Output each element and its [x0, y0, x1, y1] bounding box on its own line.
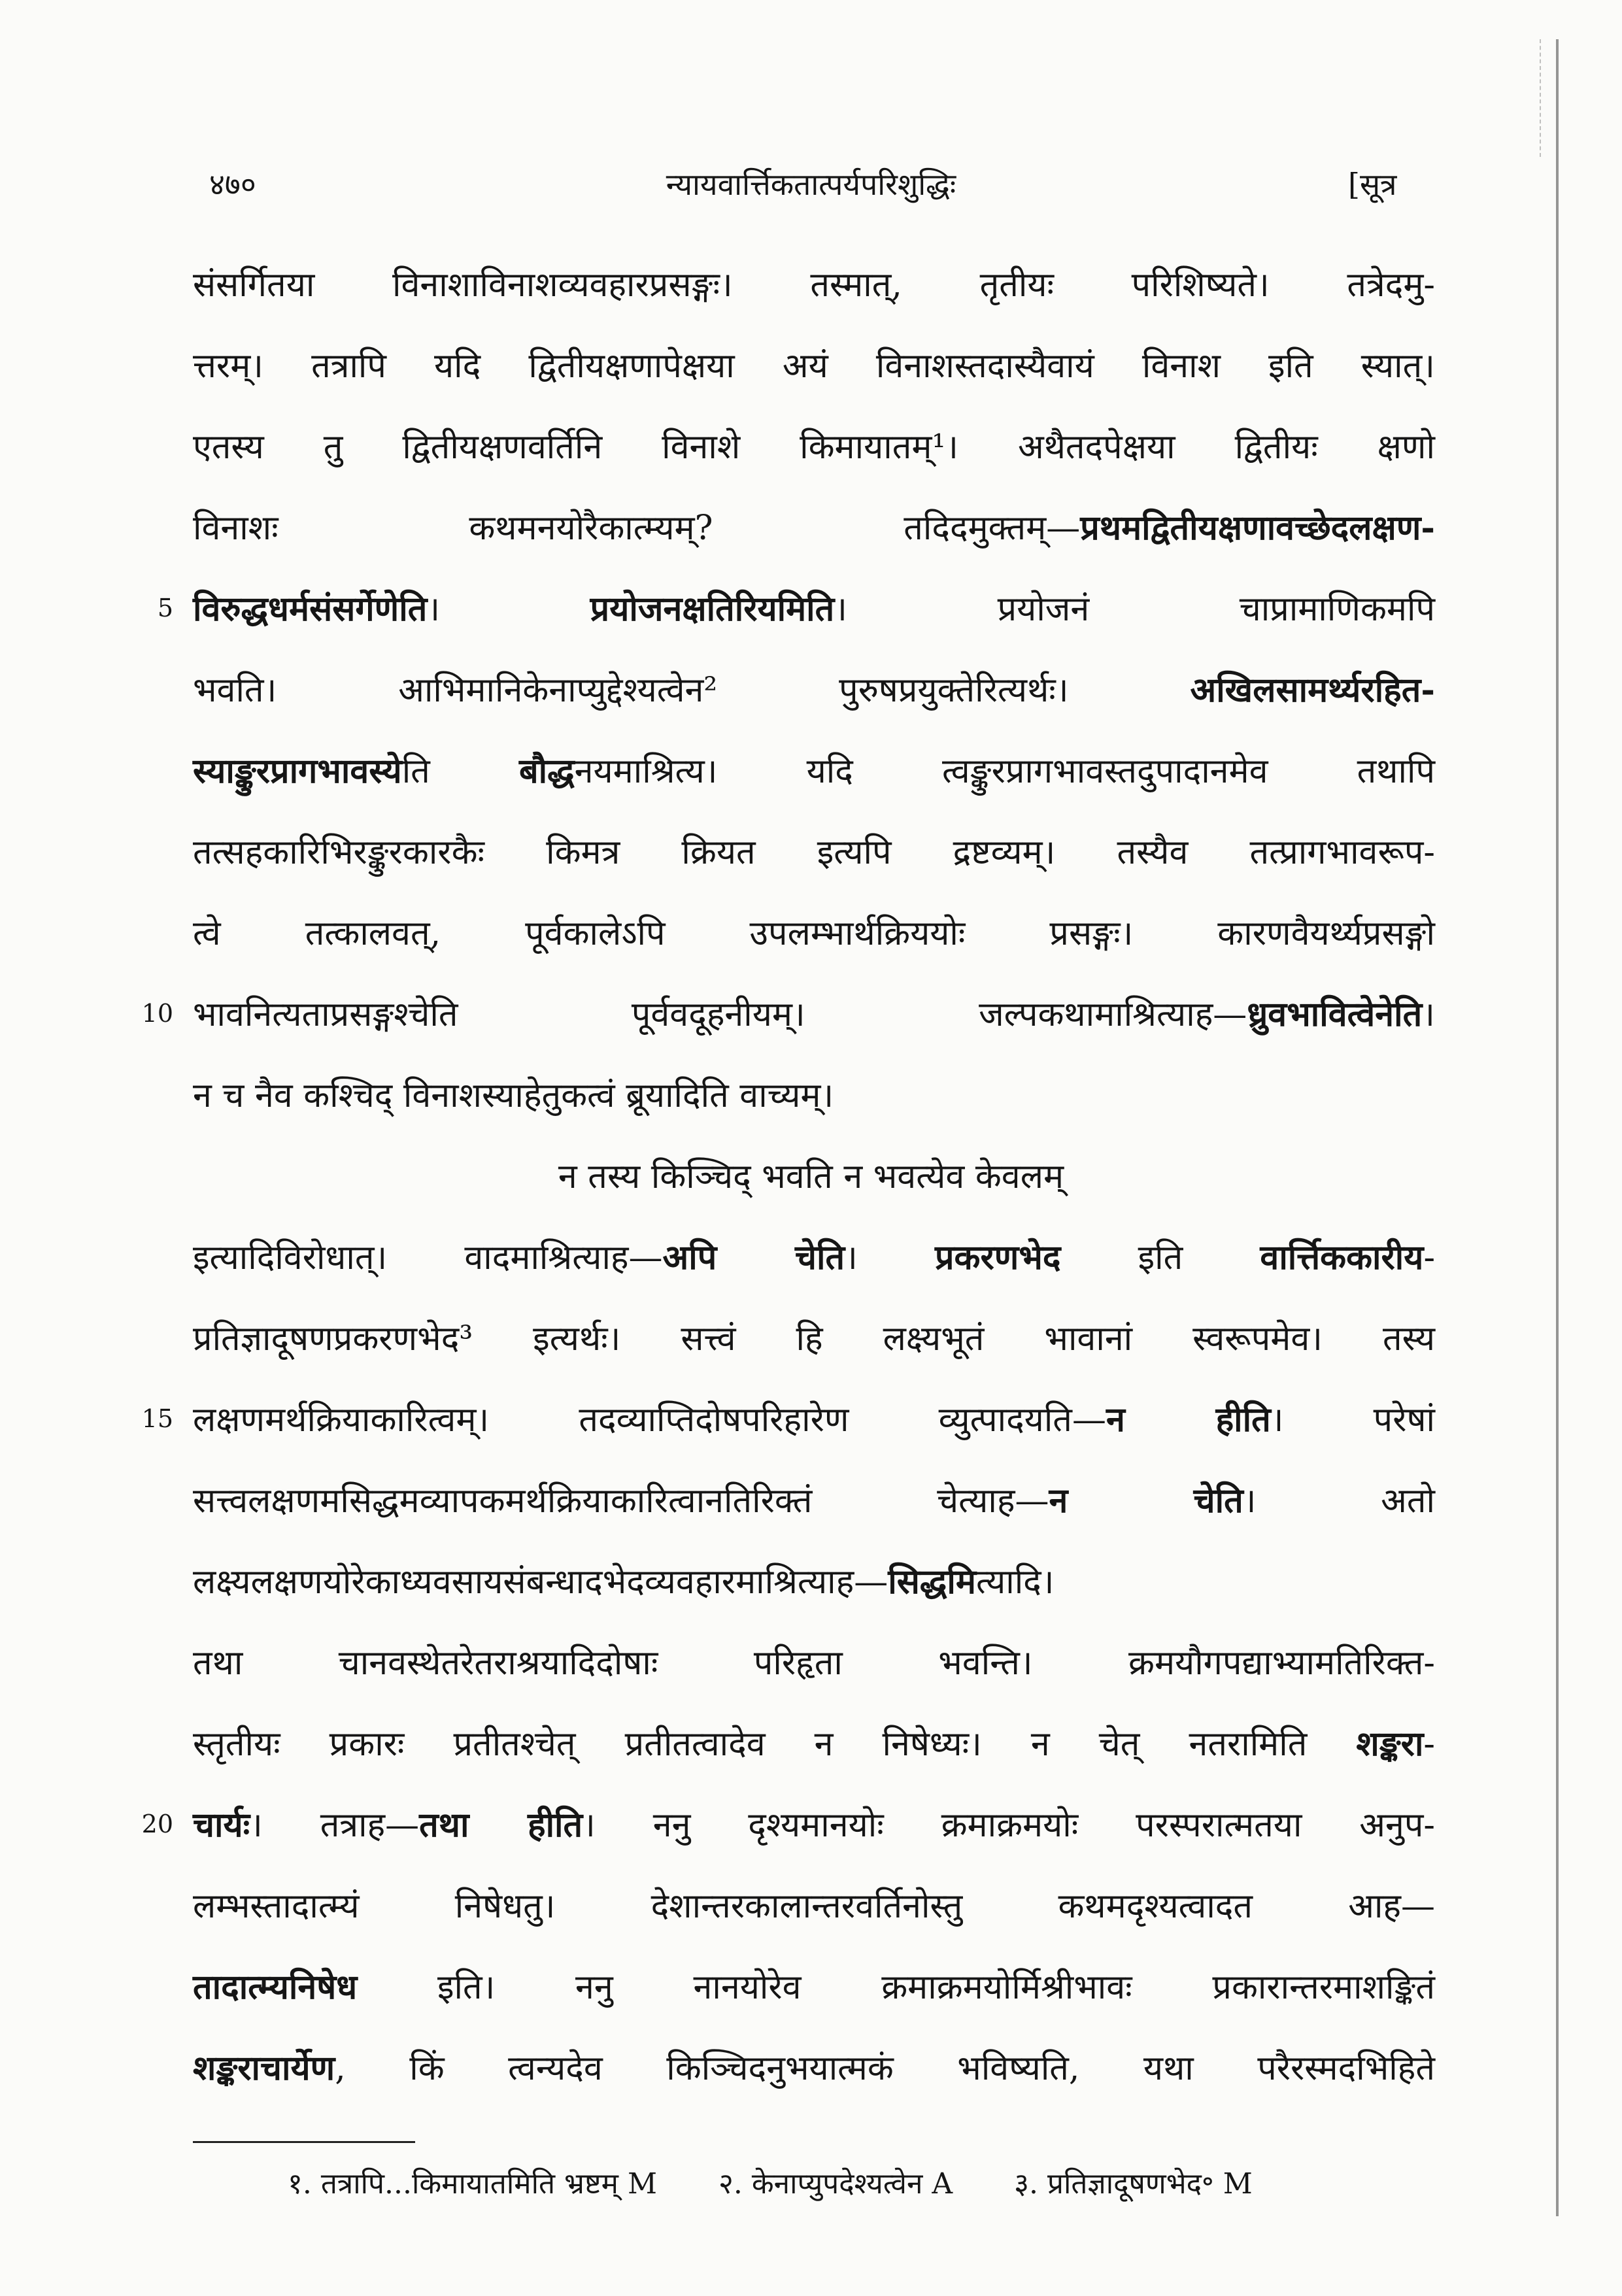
text-line: [193, 2045, 1435, 2092]
bold-lemma: वार्त्तिककारीय: [1260, 1238, 1424, 1277]
scan-edge-line: [1556, 39, 1559, 2216]
text-segment: न तस्य किञ्चिद् भवति न भवत्येव केवलम्: [558, 1157, 1064, 1196]
text-segment: ति: [401, 752, 519, 791]
text-segment: । परेषां: [1270, 1400, 1435, 1440]
text-segment: इति: [1060, 1238, 1260, 1277]
text-segment: -: [1423, 1725, 1435, 1764]
bold-lemma: स्याङ्कुरप्रागभावस्ये: [193, 751, 402, 791]
text-line: [193, 262, 1435, 309]
bold-lemma: ध्रुवभावित्वेनेति: [1247, 994, 1423, 1034]
text-line: [193, 1315, 1435, 1362]
text-segment: । ननु दृश्यमानयोः क्रमाक्रमयोः परस्परात्मतया अनुप-: [583, 1806, 1435, 1845]
text-segment: लम्भस्तादात्म्यं निषेधतु। देशान्तरकालान्तरवर्तिनोस्तु कथमदृश्यत्वादत आह—: [193, 1887, 1435, 1926]
text-segment: एतस्य तु द्वितीयक्षणवर्तिनि विनाशे किमायातम्¹। अथैतदपेक्षया द्वितीयः क्षणो: [193, 428, 1435, 467]
text-segment: विनाशः कथमनयोरैकात्म्यम्? तदिदमुक्तम्—: [193, 509, 1081, 548]
text-line: [193, 1396, 1435, 1443]
text-segment: , किं त्वन्यदेव किञ्चिदनुभयात्मकं भविष्यति, यथा परैरस्मदभिहिते: [335, 2049, 1435, 2088]
footnote-3: ३. प्रतिज्ञादूषणभेद॰ M: [1014, 2167, 1253, 2201]
text-segment: ।: [427, 590, 590, 629]
text-segment: लक्ष्यलक्षणयोरेकाध्यवसायसंबन्धादभेदव्यवहारमाश्रित्याह—: [193, 1562, 888, 1602]
text-line: [193, 910, 1435, 957]
bold-lemma: न चेति: [1049, 1481, 1243, 1521]
text-segment: प्रतिज्ञादूषणप्रकरणभेद³ इत्यर्थः। सत्त्वं हि लक्ष्यभूतं भावानां स्वरूपमेव। तस्य: [193, 1319, 1435, 1359]
bold-lemma: प्रकरणभेद: [934, 1238, 1061, 1277]
text-segment: नयमाश्रित्य। यदि त्वङ्कुरप्रागभावस्तदुपादानमेव तथापि: [574, 752, 1435, 791]
text-line: [193, 1072, 1435, 1119]
bold-lemma: बौद्ध: [518, 751, 575, 791]
text-segment: ।: [1422, 995, 1435, 1034]
text-segment: इति। ननु नानयोरेव क्रमाक्रमयोर्मिश्रीभावः प्रकारान्तरमाशङ्कितं: [357, 1968, 1435, 2007]
line-number: 10: [141, 999, 173, 1028]
text-segment: न च नैव कश्चिद् विनाशस्याहेतुकत्वं ब्रूयादिति वाच्यम्।: [193, 1076, 834, 1115]
text-line: [193, 1964, 1435, 2011]
text-line: [193, 1234, 1435, 1281]
footnote-2: २. केनाप्युपदेश्यत्वेन A: [718, 2167, 953, 2201]
text-line: [193, 505, 1435, 552]
bold-lemma: तादात्म्यनिषेध: [193, 1967, 358, 2007]
line-number: 5: [157, 594, 173, 622]
bold-lemma: चार्यः: [193, 1805, 250, 1845]
bold-lemma: अपि चेति: [662, 1238, 845, 1277]
bold-lemma: तथा हीति: [419, 1805, 583, 1845]
text-segment: भवति। आभिमानिकेनाप्युद्देश्यत्वेन² पुरुषप्रयुक्तेरित्यर्थः।: [193, 671, 1191, 710]
text-line: [193, 991, 1435, 1038]
text-line: [193, 1477, 1435, 1525]
text-segment: । तत्राह—: [250, 1806, 420, 1845]
text-line: [193, 343, 1435, 390]
text-segment: त्यादि।: [975, 1562, 1055, 1602]
text-line: [193, 667, 1435, 714]
text-segment: तथा चानवस्थेतरेतराश्रयादिदोषाः परिहृता भवन्ति। क्रमयौगपद्याभ्यामतिरिक्त-: [193, 1644, 1435, 1683]
text-segment: संसर्गितया विनाशाविनाशव्यवहारप्रसङ्गः। तस्मात्, तृतीयः परिशिष्यते। तत्रेदमु-: [193, 265, 1435, 305]
bold-lemma: न हीति: [1106, 1400, 1271, 1440]
text-line: [193, 424, 1435, 471]
text-segment: लक्षणमर्थक्रियाकारित्वम्। तदव्याप्तिदोषपरिहारेण व्युत्पादयति—: [193, 1400, 1106, 1440]
text-line: [193, 1883, 1435, 1930]
text-line: [193, 748, 1435, 795]
text-segment: । अतो: [1243, 1481, 1435, 1521]
text-segment: सत्त्वलक्षणमसिद्धमव्यापकमर्थक्रियाकारित्वानतिरिक्तं चेत्याह—: [193, 1481, 1049, 1521]
text-segment: भावनित्यताप्रसङ्गश्चेति पूर्ववदूहनीयम्। जल्पकथामाश्रित्याह—: [193, 995, 1247, 1034]
text-segment: । प्रयोजनं चाप्रामाणिकमपि: [834, 590, 1435, 629]
text-segment: इत्यादिविरोधात्। वादमाश्रित्याह—: [193, 1238, 663, 1277]
running-title: न्यायवार्त्तिकतात्पर्यपरिशुद्धिः: [666, 167, 956, 202]
text-segment: ।: [845, 1238, 935, 1277]
page-number: ४७०: [209, 167, 256, 202]
bold-lemma: प्रथमद्वितीयक्षणावच्छेदलक्षण-: [1080, 508, 1435, 548]
bold-lemma: अखिलसामर्थ्यरहित-: [1190, 670, 1435, 710]
bold-lemma: शङ्कराचार्येण: [193, 2048, 335, 2088]
text-line: [193, 1721, 1435, 1768]
bold-lemma: विरुद्धधर्मसंसर्गेणेति: [193, 589, 428, 629]
text-segment: स्तृतीयः प्रकारः प्रतीतश्चेत् प्रतीतत्वादेव न निषेध्यः। न चेत् नतरामिति: [193, 1725, 1357, 1764]
text-segment: त्तरम्। तत्रापि यदि द्वितीयक्षणापेक्षया अयं विनाशस्तदास्यैवायं विनाश इति स्यात्।: [193, 346, 1435, 386]
bold-lemma: शङ्करा: [1356, 1724, 1424, 1764]
bold-lemma: सिद्धमि: [888, 1562, 976, 1602]
footnote-rule: [193, 2141, 415, 2143]
text-segment: -: [1423, 1238, 1436, 1277]
text-segment: तत्सहकारिभिरङ्कुरकारकैः किमत्र क्रियत इत्यपि द्रष्टव्यम्। तस्यैव तत्प्रागभावरूप-: [193, 833, 1435, 872]
footnotes: [288, 2163, 1253, 2202]
text-line: [193, 1640, 1435, 1687]
text-line: [0, 1153, 1622, 1200]
line-number: 15: [141, 1404, 173, 1433]
scan-edge-mark: [1540, 39, 1541, 157]
section-marker: [सूत्र: [1348, 167, 1397, 202]
line-number: 20: [141, 1810, 173, 1838]
bold-lemma: प्रयोजनक्षतिरियमिति: [590, 589, 835, 629]
footnote-1: १. तत्रापि...किमायातमिति भ्रष्टम् M: [288, 2167, 658, 2201]
text-line: [193, 829, 1435, 876]
text-line: [193, 586, 1435, 633]
text-line: [193, 1802, 1435, 1849]
text-segment: त्वे तत्कालवत्, पूर्वकालेऽपि उपलम्भार्थक्रिययोः प्रसङ्गः। कारणवैयर्थ्यप्रसङ्गो: [193, 914, 1435, 953]
text-line: [193, 1559, 1435, 1606]
